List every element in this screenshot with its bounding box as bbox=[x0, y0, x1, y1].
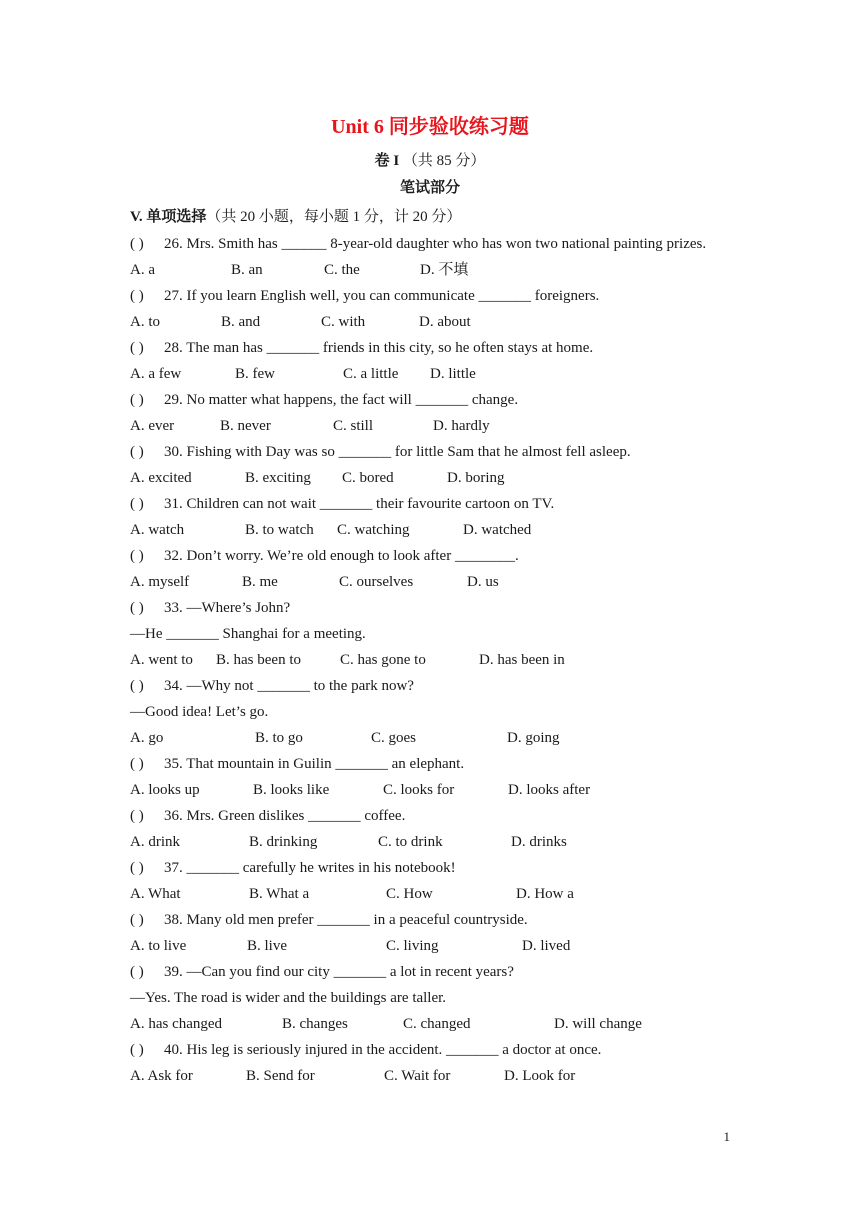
section-heading bbox=[130, 206, 461, 228]
answer-blank[interactable]: ( ) bbox=[130, 808, 144, 824]
answer-blank[interactable]: ( ) bbox=[130, 340, 144, 356]
answer-option[interactable]: B. looks like bbox=[253, 782, 330, 798]
answer-option[interactable]: B. few bbox=[235, 366, 275, 382]
question-stem bbox=[130, 909, 528, 931]
answer-option[interactable]: B. has been to bbox=[216, 652, 301, 668]
options-row bbox=[130, 649, 730, 671]
options-row bbox=[130, 935, 730, 957]
answer-option[interactable]: C. changed bbox=[403, 1016, 471, 1032]
answer-blank[interactable]: ( ) bbox=[130, 1042, 144, 1058]
question-text: 33. —Where’s John? bbox=[164, 600, 291, 616]
answer-option[interactable]: C. watching bbox=[337, 522, 410, 538]
options-row bbox=[130, 311, 730, 333]
answer-option[interactable]: A. to live bbox=[130, 938, 187, 954]
answer-blank[interactable]: ( ) bbox=[130, 288, 144, 304]
answer-option[interactable]: A. looks up bbox=[130, 782, 200, 798]
document-title: Unit 6 同步验收练习题 bbox=[331, 116, 529, 138]
question-text: 36. Mrs. Green dislikes _______ coffee. bbox=[164, 808, 406, 824]
answer-option[interactable]: B. me bbox=[242, 574, 278, 590]
answer-option[interactable]: A. a bbox=[130, 262, 155, 278]
answer-option[interactable]: B. live bbox=[247, 938, 287, 954]
answer-option[interactable]: D. looks after bbox=[508, 782, 591, 798]
options-row bbox=[130, 883, 730, 905]
answer-blank[interactable]: ( ) bbox=[130, 860, 144, 876]
question-stem bbox=[130, 493, 554, 515]
question-text: 34. —Why not _______ to the park now? bbox=[164, 678, 414, 694]
question-text: 38. Many old men prefer _______ in a peaceful countryside. bbox=[164, 912, 528, 928]
section-note: （共 20 小题，每小题 1 分，计 20 分） bbox=[206, 209, 462, 225]
question-text: 27. If you learn English well, you can communicate _______ foreigners. bbox=[164, 288, 600, 304]
volume-note: （共 85 分） bbox=[402, 153, 486, 169]
options-row bbox=[130, 467, 730, 489]
options-row bbox=[130, 779, 730, 801]
part-heading: 笔试部分 bbox=[399, 180, 460, 196]
answer-option[interactable]: A. go bbox=[130, 730, 164, 746]
question-stem bbox=[130, 675, 414, 697]
answer-option[interactable]: C. a little bbox=[343, 366, 399, 382]
answer-option[interactable]: D. lived bbox=[522, 938, 571, 954]
answer-option[interactable]: A. ever bbox=[130, 418, 175, 434]
options-row bbox=[130, 415, 730, 437]
answer-option[interactable]: D. watched bbox=[463, 522, 532, 538]
question-stem bbox=[130, 805, 405, 827]
dialogue-line: —Good idea! Let’s go. bbox=[130, 704, 269, 720]
answer-option[interactable]: C. with bbox=[321, 314, 366, 330]
section-title: V. 单项选择 bbox=[130, 209, 207, 225]
options-row bbox=[130, 571, 730, 593]
answer-blank[interactable]: ( ) bbox=[130, 548, 144, 564]
answer-option[interactable]: D. going bbox=[507, 730, 560, 746]
question-text: 37. _______ carefully he writes in his notebook! bbox=[164, 860, 456, 876]
question-stem bbox=[130, 545, 519, 567]
question-stem bbox=[130, 753, 464, 775]
answer-option[interactable]: B. Send for bbox=[246, 1068, 315, 1084]
answer-blank[interactable]: ( ) bbox=[130, 600, 144, 616]
question-text: 29. No matter what happens, the fact will _______ change. bbox=[164, 392, 519, 408]
question-text: 28. The man has _______ friends in this city, so he often stays at home. bbox=[164, 340, 594, 356]
answer-option[interactable]: D. has been in bbox=[479, 652, 565, 668]
answer-option[interactable]: A. a few bbox=[130, 366, 182, 382]
question-stem bbox=[130, 337, 593, 359]
answer-option[interactable]: C. living bbox=[386, 938, 439, 954]
question-stem bbox=[130, 285, 599, 307]
answer-option[interactable]: D. about bbox=[419, 314, 471, 330]
question-text: 35. That mountain in Guilin _______ an elephant. bbox=[164, 756, 465, 772]
volume-label: 卷 I bbox=[374, 153, 400, 169]
answer-blank[interactable]: ( ) bbox=[130, 964, 144, 980]
answer-option[interactable]: A. has changed bbox=[130, 1016, 223, 1032]
answer-option[interactable]: B. exciting bbox=[245, 470, 311, 486]
answer-option[interactable]: D. will change bbox=[554, 1016, 642, 1032]
question-text: 26. Mrs. Smith has ______ 8-year-old daughter who has won two national painting prizes. bbox=[164, 236, 707, 252]
answer-blank[interactable]: ( ) bbox=[130, 912, 144, 928]
answer-option[interactable]: C. the bbox=[324, 262, 360, 278]
question-stem bbox=[130, 441, 631, 463]
question-text: 40. His leg is seriously injured in the accident. _______ a doctor at once. bbox=[164, 1042, 602, 1058]
answer-blank[interactable]: ( ) bbox=[130, 444, 144, 460]
answer-option[interactable]: C. bored bbox=[342, 470, 394, 486]
answer-option[interactable]: D. little bbox=[430, 366, 476, 382]
answer-option[interactable]: B. to go bbox=[255, 730, 303, 746]
options-row bbox=[130, 259, 730, 281]
answer-option[interactable]: A. drink bbox=[130, 834, 180, 850]
answer-option[interactable]: A. to bbox=[130, 314, 160, 330]
answer-option[interactable]: C. Wait for bbox=[384, 1068, 451, 1084]
answer-option[interactable]: D. boring bbox=[447, 470, 505, 486]
answer-blank[interactable]: ( ) bbox=[130, 678, 144, 694]
answer-option[interactable]: B. and bbox=[221, 314, 261, 330]
answer-blank[interactable]: ( ) bbox=[130, 756, 144, 772]
question-stem bbox=[130, 857, 456, 879]
answer-option[interactable]: B. an bbox=[231, 262, 263, 278]
answer-option[interactable]: C. goes bbox=[371, 730, 416, 746]
answer-option[interactable]: B. changes bbox=[282, 1016, 348, 1032]
volume-heading bbox=[0, 150, 860, 172]
answer-option[interactable]: D. Look for bbox=[504, 1068, 576, 1084]
answer-option[interactable]: B. drinking bbox=[249, 834, 318, 850]
answer-option[interactable]: B. to watch bbox=[245, 522, 314, 538]
answer-blank[interactable]: ( ) bbox=[130, 496, 144, 512]
answer-option[interactable]: A. went to bbox=[130, 652, 193, 668]
answer-option[interactable]: A. myself bbox=[130, 574, 190, 590]
answer-option[interactable]: C. has gone to bbox=[340, 652, 426, 668]
options-row bbox=[130, 831, 730, 853]
answer-option[interactable]: C. still bbox=[333, 418, 374, 434]
answer-option[interactable]: D. How a bbox=[516, 886, 574, 902]
dialogue-line: —Yes. The road is wider and the buildings are taller. bbox=[130, 990, 447, 1006]
answer-option[interactable]: D. 不填 bbox=[420, 262, 469, 278]
answer-option[interactable]: D. us bbox=[467, 574, 499, 590]
question-text: 30. Fishing with Day was so _______ for little Sam that he almost fell asleep. bbox=[164, 444, 631, 460]
question-text: 31. Children can not wait _______ their favourite cartoon on TV. bbox=[164, 496, 555, 512]
options-row bbox=[130, 1065, 730, 1087]
options-row bbox=[130, 1013, 730, 1035]
answer-option[interactable]: D. hardly bbox=[433, 418, 490, 434]
answer-option[interactable]: C. How bbox=[386, 886, 433, 902]
question-text: 39. —Can you find our city _______ a lot in recent years? bbox=[164, 964, 514, 980]
options-row bbox=[130, 363, 730, 385]
answer-option[interactable]: B. What a bbox=[249, 886, 310, 902]
question-stem bbox=[130, 597, 290, 619]
answer-option[interactable]: C. to drink bbox=[378, 834, 443, 850]
options-row bbox=[130, 727, 730, 749]
answer-option[interactable]: A. Ask for bbox=[130, 1068, 193, 1084]
answer-option[interactable]: A. watch bbox=[130, 522, 185, 538]
question-text: 32. Don’t worry. We’re old enough to look after ________. bbox=[164, 548, 519, 564]
answer-option[interactable]: D. drinks bbox=[511, 834, 567, 850]
answer-option[interactable]: B. never bbox=[220, 418, 271, 434]
options-row bbox=[130, 519, 730, 541]
question-stem bbox=[130, 389, 518, 411]
answer-blank[interactable]: ( ) bbox=[130, 392, 144, 408]
answer-option[interactable]: C. looks for bbox=[383, 782, 455, 798]
answer-option[interactable]: A. What bbox=[130, 886, 181, 902]
dialogue-line: —He _______ Shanghai for a meeting. bbox=[130, 626, 366, 642]
answer-option[interactable]: A. excited bbox=[130, 470, 192, 486]
question-stem bbox=[130, 1039, 601, 1061]
question-stem bbox=[130, 233, 706, 255]
question-stem bbox=[130, 961, 514, 983]
answer-blank[interactable]: ( ) bbox=[130, 236, 144, 252]
page-number: 1 bbox=[723, 1129, 730, 1144]
answer-option[interactable]: C. ourselves bbox=[339, 574, 414, 590]
